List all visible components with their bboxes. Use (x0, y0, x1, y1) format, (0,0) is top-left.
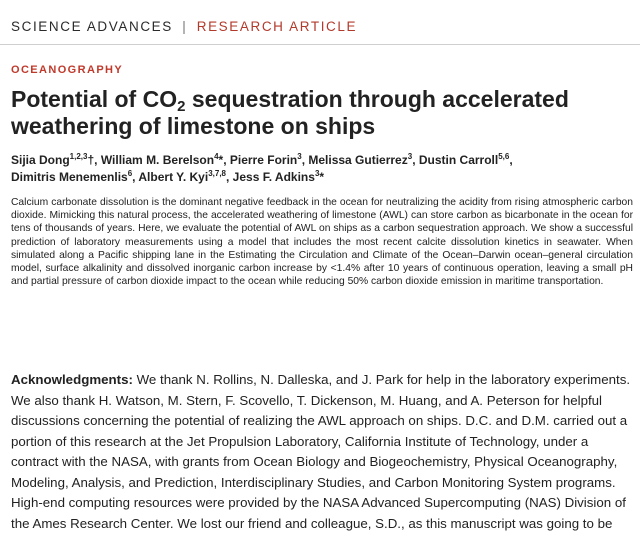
title-part-2: sequestration through accelerated weathering of limestone on ships (11, 86, 569, 139)
author-name: William M. Berelson (100, 153, 215, 167)
author[interactable] (233, 170, 324, 184)
title-part-1: Potential of CO (11, 86, 178, 112)
author-name: Melissa Gutierrez (308, 153, 408, 167)
author[interactable] (138, 170, 226, 184)
title-subscript: 2 (177, 98, 186, 115)
author-name: Jess F. Adkins (232, 170, 315, 184)
abstract: Calcium carbonate dissolution is the dominant negative feedback in the ocean for neutralizing the acidity from rising atmospheric carbon dioxide. Mimicking this natural process, the accelerated weathering of limestone (AWL) can store carbon as bicarbonate in the ocean for tens of thousands of years. Here, we evaluate the potential of AWL on ships as a carbon sequestration approach. We show a successful prediction of laboratory measurements using a model that includes the most recent calcite dissolution kinetics in seawater. When simulated along a Pacific shipping lane in the Estimating the Circulation and Climate of the Ocean–Darwin ocean–general circulation model, surface alkalinity and dissolved inorganic carbon increase by <1.4% after 10 years of continuous operation, leaving a small pH and partial pressure of carbon dioxide impact to the ocean while reducing 50% carbon dioxide emission in maritime transportation. (11, 197, 633, 288)
author-affiliation: 3 (407, 152, 413, 161)
author-name: Dimitris Menemenlis (11, 170, 128, 184)
header-divider (0, 44, 640, 45)
author-affiliation: 3 (314, 169, 320, 178)
article-title (11, 86, 631, 140)
journal-name: SCIENCE ADVANCES (11, 19, 173, 34)
author-name: Pierre Forin (229, 153, 298, 167)
author[interactable] (11, 170, 132, 184)
author-name: Dustin Carroll (418, 153, 499, 167)
journal-header (11, 19, 357, 34)
author[interactable] (11, 153, 94, 167)
author[interactable] (308, 153, 412, 167)
author-affiliation: 4 (214, 152, 219, 161)
author-name: Sijia Dong (11, 153, 70, 167)
author-affiliation: 3 (297, 152, 302, 161)
author[interactable] (230, 153, 302, 167)
acknowledgments-text: We thank N. Rollins, N. Dalleska, and J. Park for help in the laboratory experiments. We also thank H. Watson, M. Stern, F. Scovello, T. Dickenson, M. Huang, and A. Peterson for helpful discussions concerning the potential of realizing the AWL approach on ships. D.C. and D.M. carried out a portion of this research at the Jet Propulsion Laboratory, California Institute of Technology, under a contract with the NASA, with grants from Ocean Biology and Biogeochemistry, Physical Oceanography, Modeling, Analysis, and Prediction, Interdisciplinary Studies, and Carbon Monitoring System programs. High-end computing resources were provided by the NASA Advanced Supercomputing (NAS) Division of the Ames Research Center. We lost our friend and colleague, S.D., as this manuscript was going to be (11, 372, 631, 531)
author-mark: * (319, 170, 325, 184)
article-type: RESEARCH ARTICLE (196, 19, 358, 34)
author-mark: † (87, 153, 95, 167)
author-affiliation: 1,2,3 (69, 152, 88, 161)
author-name: Albert Y. Kyi (138, 170, 209, 184)
acknowledgments (11, 370, 633, 534)
author-affiliation: 5,6 (498, 152, 510, 161)
author-affiliation: 6 (127, 169, 133, 178)
author-list: Sijia Dong$^{1,2,3}$†, William M. Berelson$^4$*, Pierre Forin$^3$, Melissa Gutierrez$^3$, Dustin Carroll$^{5,6}$, Dimitris Menemenlis$^6$, Albert Y. Kyi$^{3,7,8}$, Jess F. Adkins$^3$* (11, 152, 513, 184)
header-separator: | (182, 19, 188, 34)
acknowledgments-heading: Acknowledgments: (11, 372, 133, 387)
author-affiliation: 3,7,8 (208, 169, 226, 178)
author[interactable] (419, 153, 509, 167)
author-mark: * (218, 153, 224, 167)
author[interactable] (101, 153, 223, 167)
section-label: OCEANOGRAPHY (11, 64, 124, 76)
